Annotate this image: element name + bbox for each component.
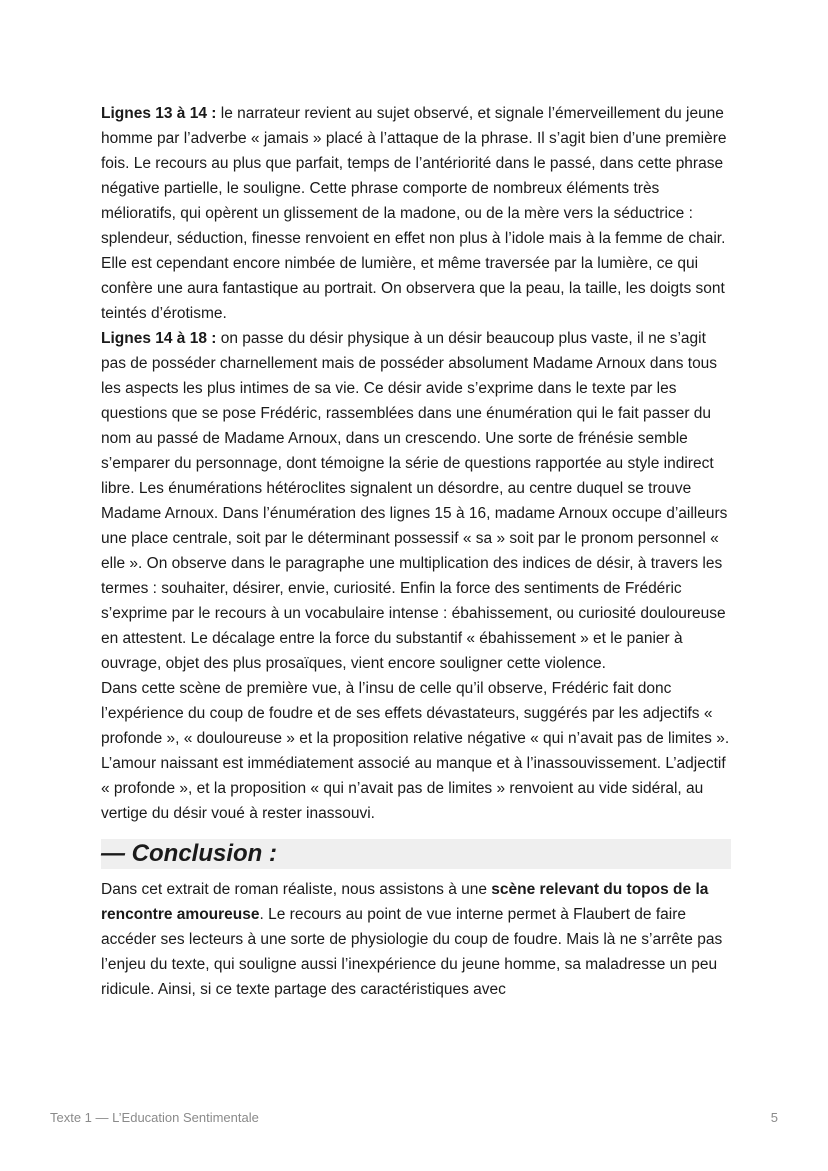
paragraph-text: on passe du désir physique à un désir beaucoup plus vaste, il ne s’agit pas de posséder charnellement mais de posséder absolument Madame Arnoux dans tous les aspects les plus intimes de sa vie. Ce désir avide s’exprime dans le texte par les questions que se pose Frédéric, rassemblées dans une énumération qui le fait passer du nom au passé de Madame Arnoux, dans un crescendo. Une sorte de frénésie semble s’emparer du personnage, dont témoigne la série de questions rapportée au style indirect libre. Les énumérations hétéroclites signalent un désordre, au centre duquel se trouve Madame Arnoux. Dans l’énumération des lignes 15 à 16, madame Arnoux occupe d’ailleurs une place centrale, soit par le déterminant possessif « sa » soit par le pronom personnel « elle ». On observe dans le paragraphe une multiplication des indices de désir, à travers les termes : souhaiter, désirer, envie, curiosité. Enfin la force des sentiments de Frédéric s’exprime par le recours à un vocabulaire intense : ébahissement, ou curiosité douloureuse en attestent. Le décalage entre la force du substantif « ébahissement » et le panier à ouvrage, objet des plus prosaïques, vient encore souligner cette violence. xyxy=(101,330,728,672)
paragraph-lignes-14-18 xyxy=(101,326,731,676)
paragraph-summary: Dans cette scène de première vue, à l’insu de celle qu’il observe, Frédéric fait donc l’expérience du coup de foudre et de ses effets dévastateurs, suggérés par les adjectifs « profonde », « douloureuse » et la proposition relative négative « qui n’avait pas de limites ». L’amour naissant est immédiatement associé au manque et à l’inassouvissement. L’adjectif « profonde », et la proposition « qui n’avait pas de limites » renvoient au vide sidéral, au vertige du désir voué à rester inassouvi. xyxy=(101,680,730,822)
conclusion-bold-phrase: scène relevant du topos de la rencontre amoureuse xyxy=(101,881,709,923)
paragraph-lignes-13-14 xyxy=(101,101,731,326)
paragraph-lead: Lignes 13 à 14 : xyxy=(101,105,217,122)
footer-title: Texte 1 — L’Education Sentimentale xyxy=(50,1110,259,1125)
paragraph-lead: Lignes 14 à 18 : xyxy=(101,330,217,347)
paragraph-text: le narrateur revient au sujet observé, et signale l’émerveillement du jeune homme par l’adverbe « jamais » placé à l’attaque de la phrase. Il s’agit bien d’une première fois. Le recours au plus que parfait, temps de l’antériorité dans le passé, dans cette phrase négative partielle, le souligne. Cette phrase comporte de nombreux éléments très mélioratifs, qui opèrent un glissement de la madone, ou de la mère vers la séductrice : splendeur, séduction, finesse renvoient en effet non plus à l’idole mais à la femme de chair. Elle est cependant encore nimbée de lumière, et même traversée par la lumière, ce qui confère une aura fantastique au portrait. On observera que la peau, la taille, les doigts sont teintés d’érotisme. xyxy=(101,105,727,322)
page-number: 5 xyxy=(770,1110,778,1125)
conclusion-text-end: . Le recours au point de vue interne permet à Flaubert de faire accéder ses lecteurs à une sorte de physiologie du coup de foudre. Mais là ne s’arrête pas l’enjeu du texte, qui souligne aussi l’inexpérience du jeune homme, sa maladresse un peu ridicule. Ainsi, si ce texte partage des caractéristiques avec xyxy=(101,906,723,998)
page-footer xyxy=(50,1110,778,1125)
conclusion-text-start: Dans cet extrait de roman réaliste, nous assistons à une xyxy=(101,881,492,898)
conclusion-paragraph xyxy=(101,877,731,1002)
conclusion-heading: — Conclusion : xyxy=(101,839,731,869)
document-body xyxy=(101,101,731,1002)
